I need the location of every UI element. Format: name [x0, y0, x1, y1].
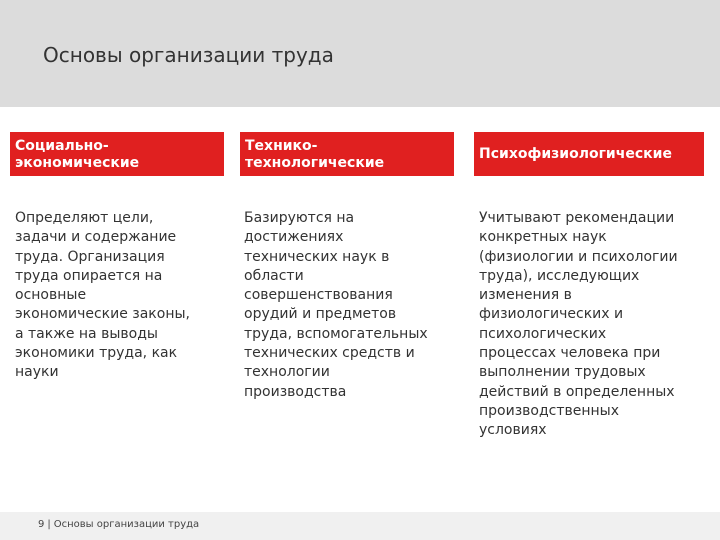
- body-line: науки: [15, 364, 59, 381]
- body-line: конкретных наук: [479, 229, 607, 246]
- column-body-technical: [244, 209, 428, 402]
- column-header-line: Психофизиологические: [479, 145, 672, 162]
- body-line: орудий и предметов: [244, 306, 397, 323]
- body-line: области: [244, 267, 304, 284]
- body-line: совершенствования: [244, 287, 393, 304]
- footer-title: Основы организации труда: [53, 519, 200, 530]
- body-line: физиологических и: [479, 306, 624, 323]
- body-line: психологических: [479, 325, 607, 342]
- body-line: технологии: [244, 364, 330, 381]
- page-title: Основы организации труда: [43, 43, 334, 67]
- body-line: технических средств и: [244, 345, 415, 362]
- body-line: труда, вспомогательных: [244, 325, 428, 342]
- body-line: труда опирается на: [15, 267, 163, 284]
- body-line: экономики труда, как: [15, 345, 178, 362]
- column-header-line: Социально-: [15, 138, 109, 154]
- body-line: задачи и содержание: [15, 229, 177, 246]
- body-line: экономические законы,: [15, 306, 190, 323]
- body-line: а также на выводы: [15, 325, 158, 342]
- body-line: достижениях: [244, 229, 344, 246]
- body-line: труда. Организация: [15, 248, 165, 265]
- column-header-line: технологические: [245, 155, 385, 171]
- body-line: основные: [15, 287, 87, 304]
- column-body-socio-economic: [15, 209, 190, 383]
- column-body-psychophysiological: [479, 209, 678, 441]
- column-header-line: экономические: [15, 155, 140, 171]
- footer-separator: |: [47, 519, 51, 530]
- body-line: производства: [244, 383, 347, 400]
- body-line: Учитывают рекомендации: [479, 210, 675, 226]
- body-line: технических наук в: [244, 248, 390, 265]
- column-header-line: Технико-: [245, 138, 318, 154]
- body-line: Базируются на: [244, 210, 355, 226]
- column-header-technical: [240, 132, 454, 176]
- body-line: изменения в: [479, 287, 572, 304]
- body-line: выполнении трудовых: [479, 364, 646, 381]
- body-line: (физиологии и психологии: [479, 248, 678, 265]
- column-header-socio-economic: [10, 132, 224, 176]
- body-line: производственных: [479, 402, 620, 419]
- body-line: процессах человека при: [479, 345, 661, 362]
- column-header-psychophysiological: [474, 132, 704, 176]
- page-number: 9: [38, 519, 45, 530]
- footer: [38, 519, 199, 530]
- body-line: условиях: [479, 422, 547, 439]
- body-line: труда), исследующих: [479, 267, 640, 284]
- body-line: Определяют цели,: [15, 210, 154, 226]
- body-line: действий в определенных: [479, 383, 675, 400]
